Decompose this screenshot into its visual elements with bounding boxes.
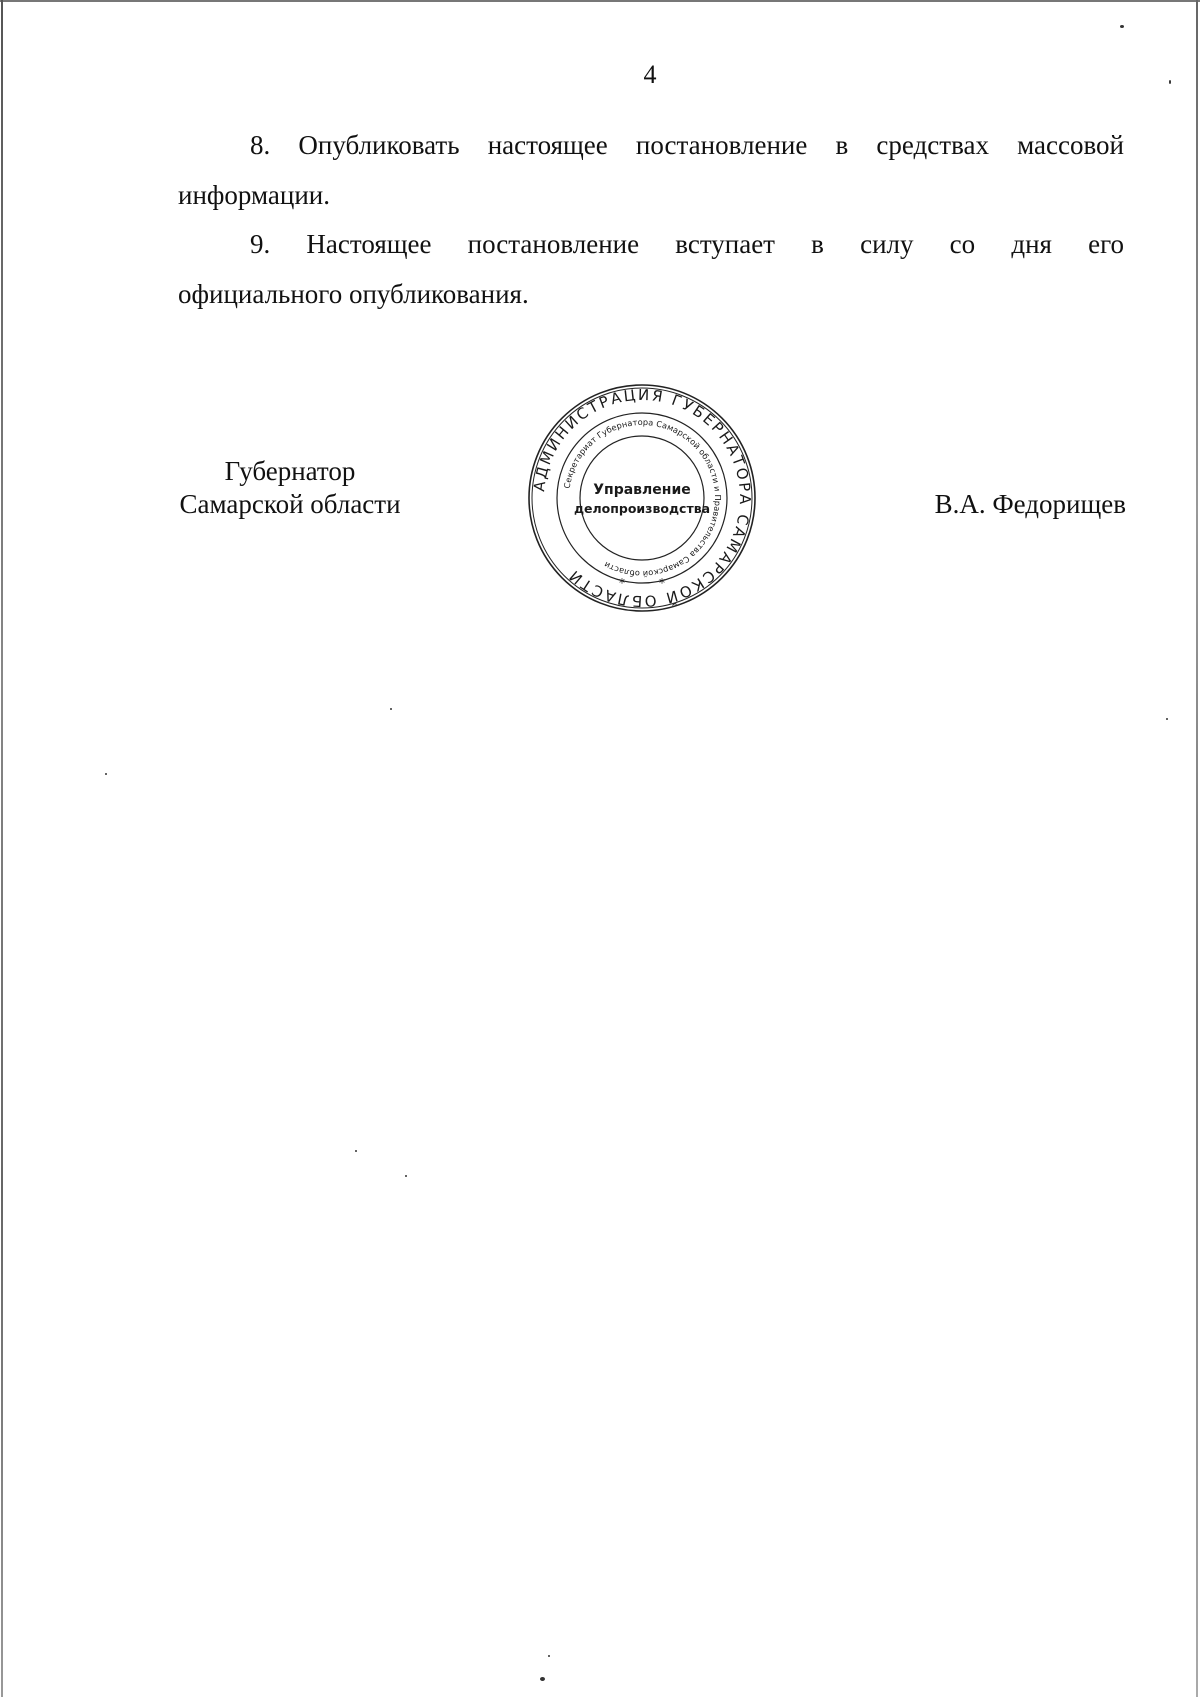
signatory-title-line: Губернатор bbox=[224, 456, 356, 486]
scan-speck bbox=[1120, 25, 1124, 28]
paragraph-9 bbox=[178, 219, 1124, 319]
seal-star: * bbox=[659, 576, 665, 590]
page-number: 4 bbox=[643, 60, 657, 89]
scan-speck bbox=[405, 1175, 407, 1177]
scan-speck bbox=[540, 1677, 545, 1681]
paragraph-8 bbox=[178, 120, 1124, 220]
scan-speck bbox=[548, 1655, 550, 1657]
scan-speck bbox=[1169, 80, 1171, 84]
signatory-title bbox=[160, 455, 420, 521]
scan-edge-top bbox=[0, 0, 1200, 2]
official-seal bbox=[526, 382, 758, 614]
seal-inner-ring-text: Секретариат Губернатора Самарской области и Правительства Самарской области bbox=[561, 416, 724, 580]
signatory-name: В.А. Федорищев bbox=[934, 489, 1126, 519]
scan-speck bbox=[390, 708, 392, 710]
scan-speck bbox=[355, 1150, 357, 1152]
seal-star: * bbox=[619, 576, 625, 590]
paragraph-line: 8. Опубликовать настоящее постановление в средствах массовой bbox=[250, 130, 1124, 160]
scan-edge-right bbox=[1196, 0, 1198, 1697]
signatory-title-line: Самарской области bbox=[179, 489, 401, 519]
paragraph-line: официального опубликования. bbox=[178, 279, 529, 309]
seal-outer-text: АДМИНИСТРАЦИЯ ГУБЕРНАТОРА САМАРСКОЙ ОБЛАСТИ bbox=[530, 385, 755, 611]
scan-speck bbox=[105, 773, 107, 775]
paragraph-line: информации. bbox=[178, 180, 330, 210]
scan-speck bbox=[1166, 718, 1168, 720]
seal-center-line: Управление bbox=[593, 482, 691, 498]
paragraph-line: 9. Настоящее постановление вступает в силу со дня его bbox=[250, 229, 1124, 259]
seal-inner-ring bbox=[580, 436, 704, 560]
scan-edge-left bbox=[1, 0, 3, 1697]
seal-middle-ring bbox=[557, 413, 727, 583]
seal-center-line: делопроизводства bbox=[573, 501, 711, 516]
